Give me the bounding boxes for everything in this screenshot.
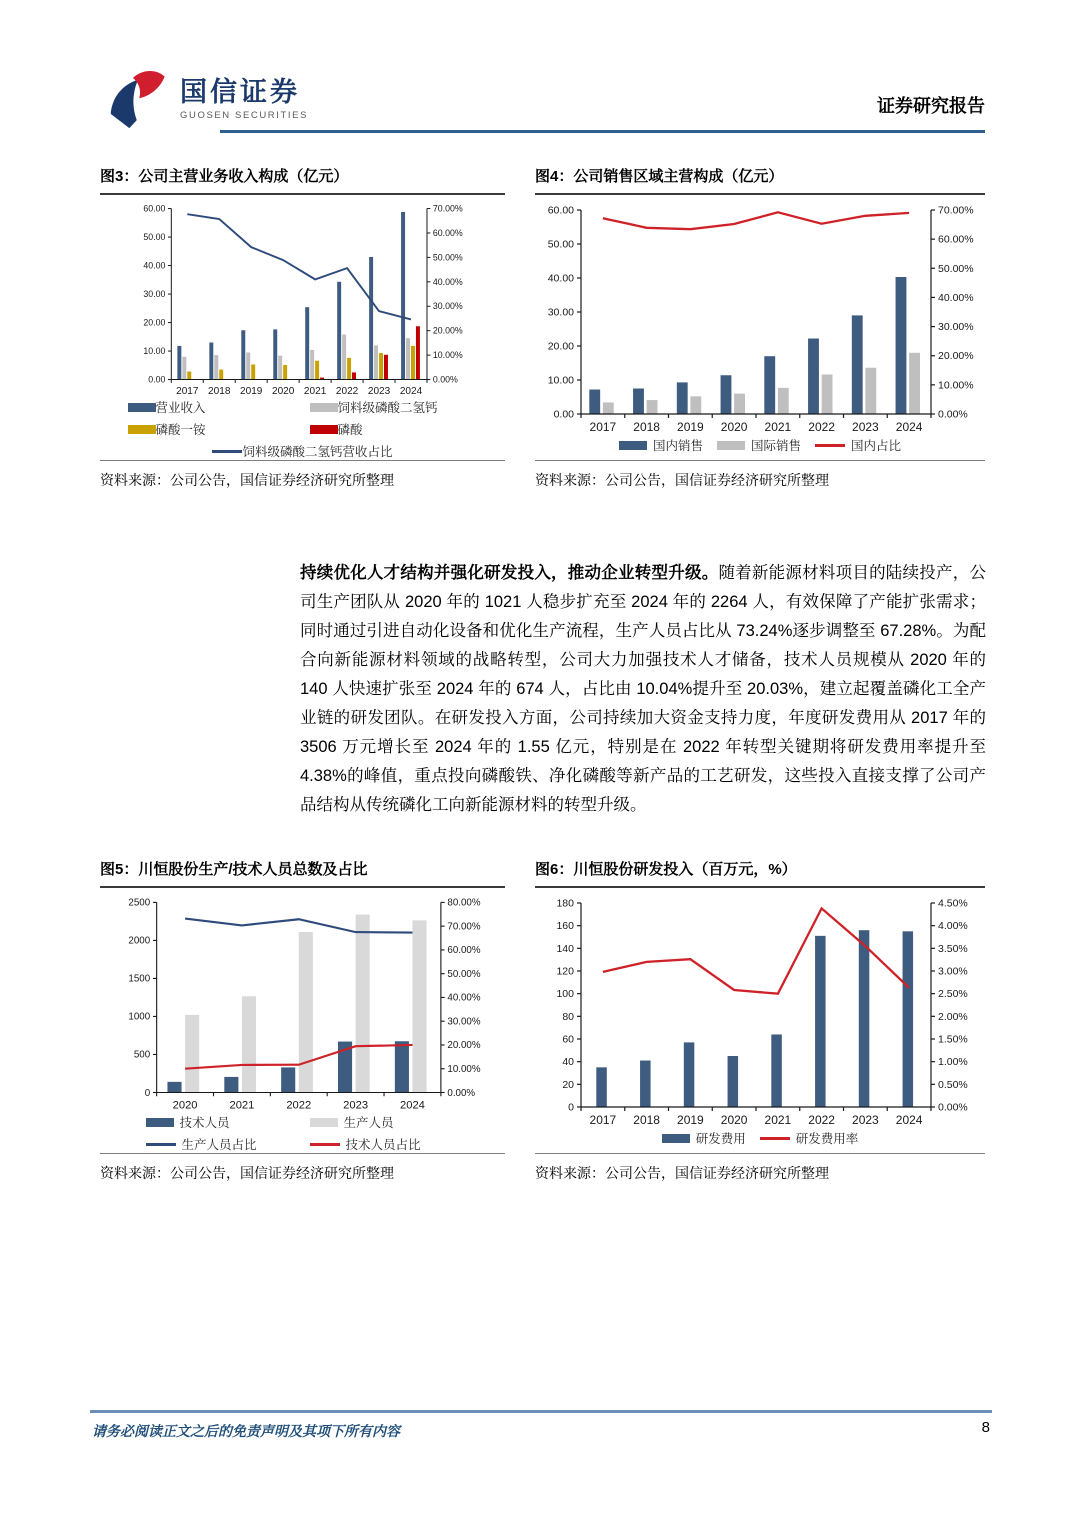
svg-text:80.00%: 80.00% — [447, 897, 481, 909]
figure6-caption: 图6：川恒股份研发投入（百万元，%） — [535, 856, 985, 888]
figure-6 — [535, 856, 985, 1183]
logo-text-cn: 国信证券 — [180, 77, 300, 107]
guosen-logo-icon — [106, 68, 170, 130]
figure6-legend — [535, 1129, 985, 1147]
legend-label: 国内销售 — [652, 439, 703, 453]
svg-text:50.00%: 50.00% — [432, 252, 463, 263]
svg-text:2023: 2023 — [343, 1099, 369, 1112]
svg-text:2.50%: 2.50% — [938, 988, 968, 1001]
svg-text:2020: 2020 — [720, 420, 748, 434]
svg-text:2024: 2024 — [400, 1099, 425, 1112]
svg-text:2023: 2023 — [852, 1113, 879, 1127]
svg-text:70.00%: 70.00% — [447, 921, 481, 933]
figure4-source: 资料来源：公司公告，国信证券经济研究所整理 — [535, 460, 985, 490]
svg-text:30.00: 30.00 — [143, 288, 166, 299]
legend-label: 生产人员 — [343, 1116, 394, 1130]
svg-text:10.00: 10.00 — [143, 345, 166, 356]
legend-line-swatch-icon — [146, 1143, 176, 1146]
svg-text:10.00%: 10.00% — [938, 379, 974, 392]
svg-text:2021: 2021 — [764, 420, 792, 434]
svg-text:4.50%: 4.50% — [938, 897, 968, 910]
figure3-caption: 图3：公司主营业务收入构成（亿元） — [100, 163, 505, 195]
svg-text:10.00%: 10.00% — [447, 1063, 481, 1075]
body-paragraph — [300, 559, 986, 820]
svg-text:70.00%: 70.00% — [938, 204, 974, 217]
legend-label: 技术人员 — [179, 1116, 230, 1130]
svg-text:2017: 2017 — [176, 385, 199, 397]
report-type-label: 证券研究报告 — [877, 96, 985, 116]
svg-text:60: 60 — [562, 1033, 574, 1046]
figure4-caption: 图4：公司销售区域主营构成（亿元） — [535, 163, 985, 195]
legend-item — [310, 398, 478, 416]
svg-text:40.00: 40.00 — [143, 260, 166, 271]
legend-label: 饲料级磷酸二氢钙营收占比 — [242, 445, 393, 459]
figure5-legend — [100, 1113, 505, 1153]
svg-text:0.00: 0.00 — [148, 374, 166, 385]
legend-item — [717, 436, 801, 454]
figure6-source: 资料来源：公司公告，国信证券经济研究所整理 — [535, 1153, 985, 1183]
legend-label: 技术人员占比 — [345, 1138, 421, 1152]
legend-item — [310, 1113, 460, 1131]
svg-text:70.00%: 70.00% — [432, 203, 463, 214]
legend-item — [146, 1113, 296, 1131]
svg-text:100: 100 — [556, 988, 574, 1001]
figure-5 — [100, 856, 505, 1183]
svg-text:0.00%: 0.00% — [432, 374, 458, 385]
svg-text:60.00: 60.00 — [143, 203, 166, 214]
legend-line-swatch-icon — [815, 444, 845, 447]
svg-text:30.00%: 30.00% — [432, 301, 463, 312]
figure5-chart — [100, 894, 505, 1113]
legend-label: 研发费用 — [695, 1132, 746, 1146]
svg-text:2020: 2020 — [720, 1113, 748, 1127]
svg-text:2022: 2022 — [808, 420, 835, 434]
legend-label: 生产人员占比 — [181, 1138, 257, 1152]
svg-text:0.00%: 0.00% — [938, 1101, 968, 1114]
svg-text:2020: 2020 — [172, 1099, 198, 1112]
legend-bar-swatch-icon — [128, 403, 156, 412]
svg-text:0: 0 — [144, 1087, 151, 1099]
legend-line-swatch-icon — [310, 1143, 340, 1146]
legend-line-swatch-icon — [760, 1137, 790, 1140]
svg-text:0.00: 0.00 — [553, 408, 574, 421]
legend-item — [310, 1135, 460, 1153]
svg-text:2.00%: 2.00% — [938, 1010, 968, 1023]
svg-text:2023: 2023 — [852, 420, 879, 434]
legend-label: 国际销售 — [750, 439, 801, 453]
svg-text:2018: 2018 — [208, 385, 231, 397]
svg-text:20: 20 — [562, 1078, 574, 1091]
svg-text:2017: 2017 — [589, 420, 617, 434]
svg-text:2021: 2021 — [229, 1099, 255, 1112]
footer-disclaimer: 请务必阅读正文之后的免责声明及其项下所有内容 — [92, 1423, 400, 1439]
svg-text:1.00%: 1.00% — [938, 1056, 968, 1069]
svg-text:20.00: 20.00 — [143, 317, 166, 328]
svg-text:2024: 2024 — [895, 420, 923, 434]
legend-item — [815, 436, 901, 454]
svg-text:30.00: 30.00 — [547, 306, 574, 319]
svg-text:160: 160 — [556, 920, 574, 933]
svg-text:2021: 2021 — [303, 385, 327, 397]
legend-item — [146, 1135, 296, 1153]
legend-bar-swatch-icon — [146, 1118, 174, 1127]
legend-label: 研发费用率 — [795, 1132, 859, 1146]
svg-text:500: 500 — [133, 1049, 151, 1061]
figure6-chart — [535, 894, 985, 1129]
svg-text:2018: 2018 — [633, 420, 660, 434]
svg-text:2019: 2019 — [240, 385, 263, 397]
legend-item — [212, 442, 392, 460]
figure5-source: 资料来源：公司公告，国信证券经济研究所整理 — [100, 1153, 505, 1183]
svg-text:0.00%: 0.00% — [938, 408, 968, 421]
svg-text:60.00%: 60.00% — [432, 227, 463, 238]
svg-text:2019: 2019 — [677, 420, 704, 434]
svg-text:50.00%: 50.00% — [447, 968, 481, 980]
legend-bar-swatch-icon — [310, 1118, 338, 1127]
svg-text:2000: 2000 — [128, 935, 151, 947]
svg-text:3.50%: 3.50% — [938, 942, 968, 955]
svg-text:2023: 2023 — [367, 385, 391, 397]
svg-text:40: 40 — [562, 1056, 574, 1069]
svg-text:20.00%: 20.00% — [432, 325, 463, 336]
paragraph-text: 随着新能源材料项目的陆续投产，公司生产团队从 2020 年的 1021 人稳步扩充至 2024 年的 2264 人，有效保障了产能扩张需求；同时通过引进自动化设备和优化生产流程，生产人员占比从 73.24%逐步调整至 67.28%。为配合向新能源材料领域的战略转型，公司大力加强技术人才储备，技术人员规模从 2020 年的 140 人快速扩张至 2024 年的 674 人，占比由 10.04%提升至 20.03%，建立起覆盖磷化工全产业链的研发团队。在研发投入方面，公司持续加大资金支持力度，年度研发费用从 2017 年的 3506 万元增长至 2024 年的 1.55 亿元，特别是在 2022 年转型关键期将研发费用率提升至 4.38%的峰值，重点投向磷酸铁、净化磷酸等新产品的工艺研发，这些投入直接支撑了公司产品结构从传统磷化工向新能源材料的转型升级。 — [300, 563, 987, 814]
svg-text:30.00%: 30.00% — [447, 1016, 481, 1028]
legend-bar-swatch-icon — [310, 403, 338, 412]
svg-text:2017: 2017 — [589, 1113, 617, 1127]
header-divider — [220, 130, 985, 133]
svg-text:20.00%: 20.00% — [938, 350, 974, 363]
svg-text:20.00%: 20.00% — [447, 1040, 481, 1052]
svg-text:0: 0 — [568, 1101, 574, 1114]
figure-4 — [535, 163, 985, 490]
svg-text:0.50%: 0.50% — [938, 1078, 968, 1091]
figure3-legend — [100, 398, 505, 460]
svg-text:3.00%: 3.00% — [938, 965, 968, 978]
legend-bar-swatch-icon — [310, 425, 338, 434]
svg-text:1.50%: 1.50% — [938, 1033, 968, 1046]
svg-text:2022: 2022 — [286, 1099, 312, 1112]
legend-label: 营业收入 — [155, 401, 206, 415]
paragraph-bold-lead: 持续优化人才结构并强化研发投入，推动企业转型升级。 — [300, 563, 719, 582]
svg-text:80: 80 — [562, 1010, 574, 1023]
svg-text:50.00: 50.00 — [547, 238, 574, 251]
svg-text:180: 180 — [556, 897, 574, 910]
svg-text:1500: 1500 — [128, 973, 151, 985]
figure3-chart — [100, 201, 505, 398]
figure-3 — [100, 163, 505, 490]
figure4-legend — [535, 436, 985, 454]
svg-text:2024: 2024 — [399, 385, 423, 397]
svg-text:2022: 2022 — [808, 1113, 835, 1127]
svg-text:140: 140 — [556, 942, 574, 955]
svg-text:0.00%: 0.00% — [447, 1087, 476, 1099]
legend-item — [128, 398, 296, 416]
svg-text:2019: 2019 — [677, 1113, 704, 1127]
svg-text:60.00%: 60.00% — [447, 945, 481, 957]
svg-text:120: 120 — [556, 965, 574, 978]
svg-text:10.00: 10.00 — [547, 374, 574, 387]
footer-divider — [90, 1410, 992, 1413]
legend-label: 磷酸一铵 — [155, 423, 206, 437]
svg-text:30.00%: 30.00% — [938, 321, 974, 334]
svg-text:2020: 2020 — [271, 385, 295, 397]
svg-text:40.00%: 40.00% — [432, 276, 463, 287]
legend-bar-swatch-icon — [717, 441, 745, 450]
svg-text:2022: 2022 — [335, 385, 359, 397]
legend-bar-swatch-icon — [128, 425, 156, 434]
svg-text:2021: 2021 — [764, 1113, 792, 1127]
page-number: 8 — [981, 1419, 990, 1436]
figure3-source: 资料来源：公司公告，国信证券经济研究所整理 — [100, 460, 505, 490]
svg-text:40.00: 40.00 — [547, 272, 574, 285]
svg-text:2018: 2018 — [633, 1113, 660, 1127]
svg-text:40.00%: 40.00% — [447, 992, 481, 1004]
logo-text-en: GUOSEN SECURITIES — [180, 110, 309, 121]
svg-text:2024: 2024 — [895, 1113, 923, 1127]
legend-bar-swatch-icon — [662, 1134, 690, 1143]
figure4-chart — [535, 201, 985, 436]
legend-item — [310, 420, 478, 438]
svg-text:4.00%: 4.00% — [938, 920, 968, 933]
svg-text:2500: 2500 — [128, 897, 151, 909]
legend-label: 国内占比 — [851, 439, 902, 453]
legend-item — [619, 436, 703, 454]
legend-label: 饲料级磷酸二氢钙 — [337, 401, 438, 415]
svg-text:60.00%: 60.00% — [938, 233, 974, 246]
svg-text:60.00: 60.00 — [547, 204, 574, 217]
legend-bar-swatch-icon — [619, 441, 647, 450]
svg-text:20.00: 20.00 — [547, 340, 574, 353]
figure5-caption: 图5：川恒股份生产/技术人员总数及占比 — [100, 856, 505, 888]
legend-item — [760, 1129, 859, 1147]
svg-text:10.00%: 10.00% — [432, 350, 463, 361]
legend-label: 磷酸 — [337, 423, 363, 437]
svg-text:1000: 1000 — [128, 1011, 151, 1023]
svg-text:50.00: 50.00 — [143, 231, 166, 242]
svg-text:40.00%: 40.00% — [938, 291, 974, 304]
svg-text:50.00%: 50.00% — [938, 262, 974, 275]
legend-item — [662, 1129, 746, 1147]
legend-item — [128, 420, 296, 438]
guosen-logo — [106, 68, 308, 130]
legend-line-swatch-icon — [212, 450, 242, 453]
